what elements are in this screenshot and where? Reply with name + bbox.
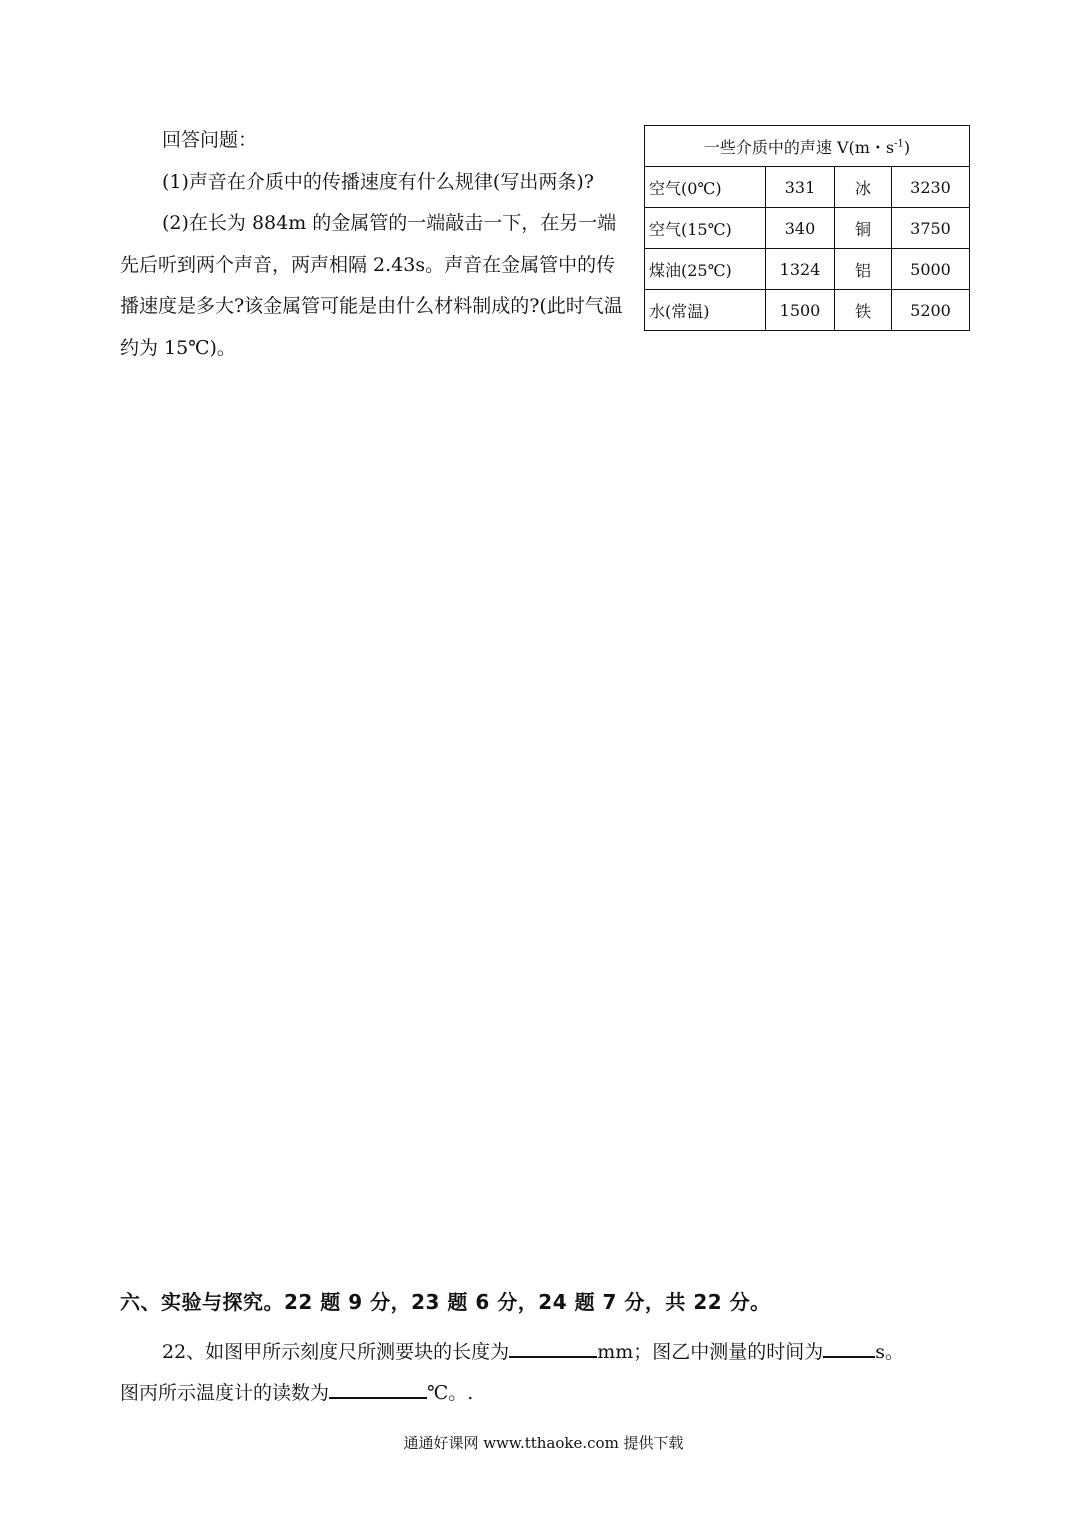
table-row: 空气(15℃) 340 铜 3750 <box>645 208 970 249</box>
table-row: 水(常温) 1500 铁 5200 <box>645 290 970 331</box>
answer-blank-temperature[interactable] <box>329 1378 427 1399</box>
page-footer: 通通好课网 www.tthaoke.com 提供下载 <box>403 1434 684 1452</box>
section-title: 六、实验与探究。22 题 9 分，23 题 6 分，24 题 7 分，共 22 分。 <box>120 1290 771 1314</box>
question-part-2: (2)在长为 884m 的金属管的一端敲击一下，在另一端先后听到两个声音，两声相隔 2.43s。声音在金属管中的传播速度是多大?该金属管可能是由什么材料制成的?(此时气温约为 15℃)。 <box>120 212 623 359</box>
question-22 <box>120 1332 980 1414</box>
question-intro: 回答问题： <box>162 129 258 151</box>
answer-blank-time[interactable] <box>823 1337 875 1358</box>
table-row: 煤油(25℃) 1324 铝 5000 <box>645 249 970 290</box>
answer-blank-length[interactable] <box>509 1337 597 1358</box>
question-21-text <box>120 120 626 369</box>
table-title: 一些介质中的声速 V(m・$s^{-1}$) <box>645 126 970 167</box>
question-part-1: (1)声音在介质中的传播速度有什么规律(写出两条)? <box>162 170 594 193</box>
question-22-line-2: 图丙所示温度计的读数为 ℃。. <box>120 1373 980 1414</box>
table-row: 空气(0℃) 331 冰 3230 <box>645 167 970 208</box>
sound-speed-table <box>644 125 970 331</box>
question-22-line-1: 22、如图甲所示刻度尺所测要块的长度为 mm；图乙中测量的时间为 s。 <box>120 1332 980 1373</box>
